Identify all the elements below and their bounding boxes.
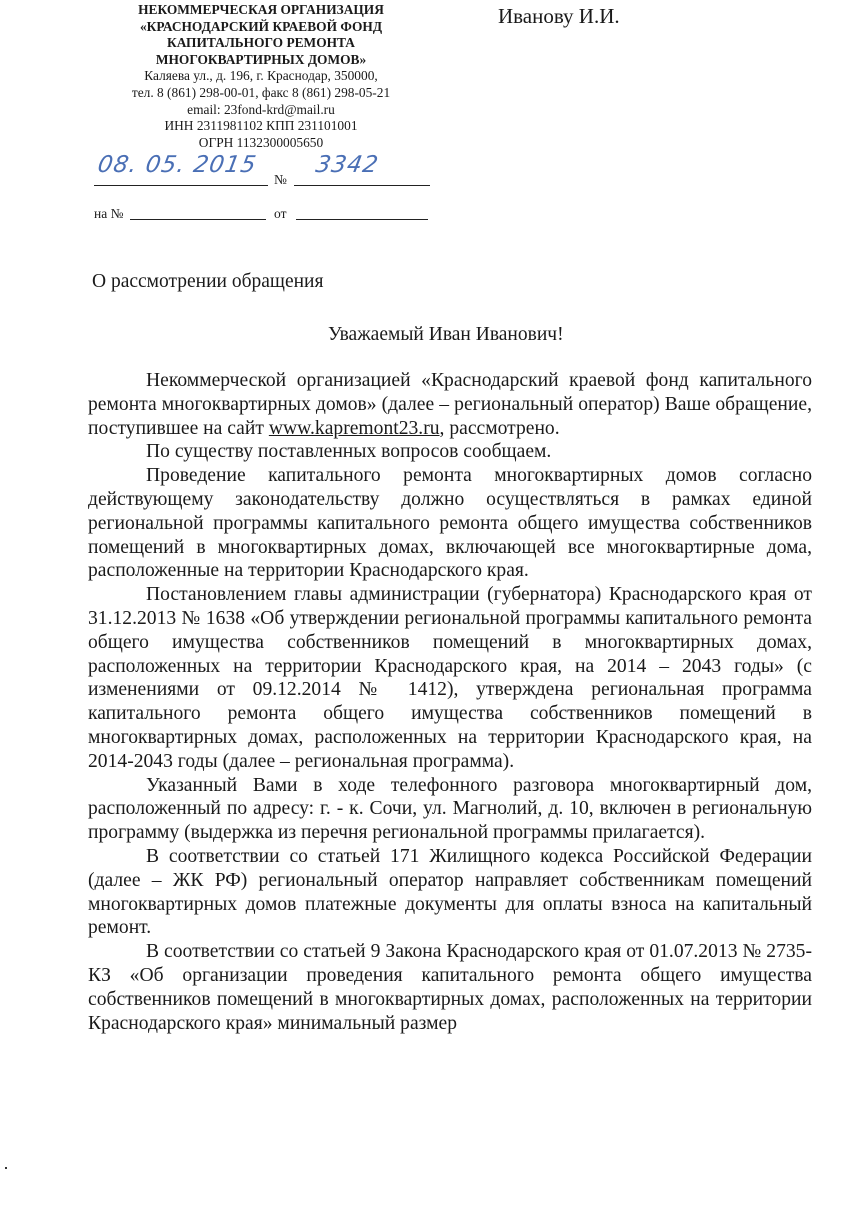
paragraph: Указанный Вами в ходе телефонного разговора многоквартирный дом, расположенный по адресу: г. - к. Сочи, ул. Магнолий, д. 10, включен в региональную программу (выдержка из перечня региональной программы прилагается). [88,774,812,844]
paragraph: Проведение капитального ремонта многоквартирных домов согласно действующему законодательству должно осуществляться в рамках единой региональной программы капитального ремонта общего имущества собственников помещений в многоквартирных домах, включающей все многоквартирные дома, расположенные на территории Краснодарского края. [88,465,812,582]
paragraph: В соответствии со статьей 9 Закона Краснодарского края от 01.07.2013 № 2735-КЗ «Об организации проведения капитального ремонта общего имущества собственников помещений в многоквартирных домах, расположенных на территории Краснодарского края» минимальный размер [88,941,812,1034]
paragraph: По существу поставленных вопросов сообщаем. [146,441,552,463]
date-underline [94,185,268,186]
handwritten-date: 08. 05. 2015 [95,152,259,178]
subject: О рассмотрении обращения [92,271,324,292]
addressee: Иванову И.И. [498,4,620,28]
org-inn-kpp: ИНН 2311981102 КПП 231101001 [164,118,358,134]
paragraph: В соответствии со статьей 171 Жилищного кодекса Российской Федерации (далее – ЖК РФ) региональный оператор направляет собственникам помещений многоквартирных домов платежные документы для оплаты взноса на капитальный ремонт. [88,845,812,939]
org-email: email: 23fond-krd@mail.ru [187,101,335,117]
paragraph-text: Некоммерческой организацией «Краснодарский краевой фонд капитального ремонта многоквартирных домов» (далее – региональный оператор) Ваше обращение, поступившее на сайт [88,370,812,439]
paragraph-text: , рассмотрено. [439,417,560,439]
number-label: № [274,172,287,187]
ref-date-label: от [274,206,287,221]
website-link[interactable]: www.kapremont23.ru [268,417,440,439]
org-ogrn: ОГРН 1132300005650 [198,134,324,150]
salutation: Уважаемый Иван Иванович! [328,324,564,345]
letterhead [92,2,430,151]
letter-body [88,369,812,1035]
ref-number-underline [130,219,266,220]
scan-speck [5,1167,7,1169]
ref-number-label: на № [94,206,124,221]
number-underline [294,185,430,186]
org-name-line: «КРАСНОДАРСКИЙ КРАЕВОЙ ФОНД [139,18,383,34]
org-name-line: МНОГОКВАРТИРНЫХ ДОМОВ» [155,51,367,67]
org-name-line: КАПИТАЛЬНОГО РЕМОНТА [167,35,355,51]
org-address: Каляева ул., д. 196, г. Краснодар, 350000, [144,68,378,84]
ref-date-underline [296,219,428,220]
org-phones: тел. 8 (861) 298-00-01, факс 8 (861) 298-05-21 [131,84,391,100]
paragraph [88,369,812,440]
paragraph: Постановлением главы администрации (губернатора) Краснодарского края от 31.12.2013 № 1638 «Об утверждении региональной программы капитального ремонта общего имущества собственников помещений в многоквартирных домах, расположенных на территории Краснодарского края, на 2014 – 2043 годы» (с изменениями от 09.12.2014 № 1412), утверждена региональная программа капитального ремонта общего имущества собственников помещений в многоквартирных домах, расположенных на территории Краснодарского края, на 2014-2043 годы (далее – региональная программа). [88,584,812,772]
handwritten-number: 3342 [313,152,381,178]
org-name-line: НЕКОММЕРЧЕСКАЯ ОРГАНИЗАЦИЯ [138,2,384,17]
